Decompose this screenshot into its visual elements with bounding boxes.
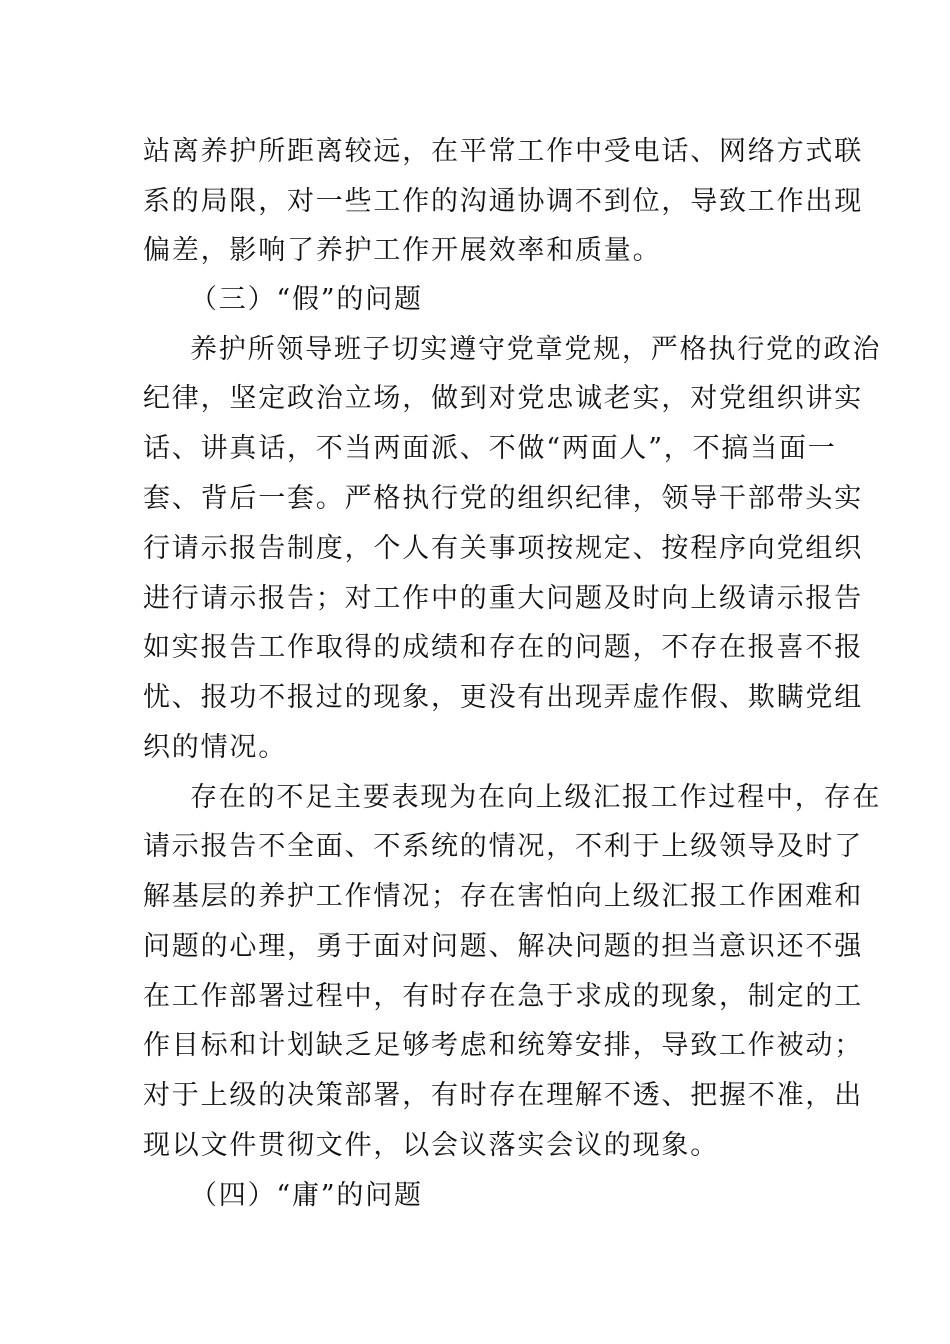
text-line: 行请示报告制度，个人有关事项按规定、按程序向党组织 xyxy=(143,533,863,564)
text-line: 现以文件贯彻文件，以会议落实会议的现象。 xyxy=(143,1130,719,1161)
text-line: 请示报告不全面、不系统的情况，不利于上级领导及时了 xyxy=(143,831,863,862)
text-line: 话、讲真话，不当两面派、不做“两面人”，不搞当面一 xyxy=(143,433,837,464)
text-line: 站离养护所距离较远，在平常工作中受电话、网络方式联 xyxy=(143,136,863,167)
section-heading: （四）“庸”的问题 xyxy=(190,1180,423,1211)
section-heading: （三）“假”的问题 xyxy=(190,284,423,315)
paragraph-start: 存在的不足主要表现为在向上级汇报工作过程中，存在 xyxy=(190,782,882,813)
text-line: 系的局限，对一些工作的沟通协调不到位，导致工作出现 xyxy=(143,186,863,217)
text-line: 如实报告工作取得的成绩和存在的问题，不存在报喜不报 xyxy=(143,632,863,663)
text-line: 在工作部署过程中，有时存在急于求成的现象，制定的工 xyxy=(143,981,863,1012)
text-line: 偏差，影响了养护工作开展效率和质量。 xyxy=(143,235,662,266)
paragraph-start: 养护所领导班子切实遵守党章党规，严格执行党的政治 xyxy=(190,334,882,365)
text-line: 套、背后一套。严格执行党的组织纪律，领导干部带头实 xyxy=(143,483,863,514)
text-line: 问题的心理，勇于面对问题、解决问题的担当意识还不强 xyxy=(143,931,863,962)
text-line: 织的情况。 xyxy=(143,732,287,763)
text-line: 解基层的养护工作情况；存在害怕向上级汇报工作困难和 xyxy=(143,881,863,912)
text-line: 忧、报功不报过的现象，更没有出现弄虚作假、欺瞒党组 xyxy=(143,682,863,713)
text-line: 进行请示报告；对工作中的重大问题及时向上级请示报告 xyxy=(143,583,863,614)
text-line: 作目标和计划缺乏足够考虑和统筹安排，导致工作被动； xyxy=(143,1030,863,1061)
text-line: 纪律，坚定政治立场，做到对党忠诚老实，对党组织讲实 xyxy=(143,383,863,414)
text-line: 对于上级的决策部署，有时存在理解不透、把握不准，出 xyxy=(143,1080,863,1111)
